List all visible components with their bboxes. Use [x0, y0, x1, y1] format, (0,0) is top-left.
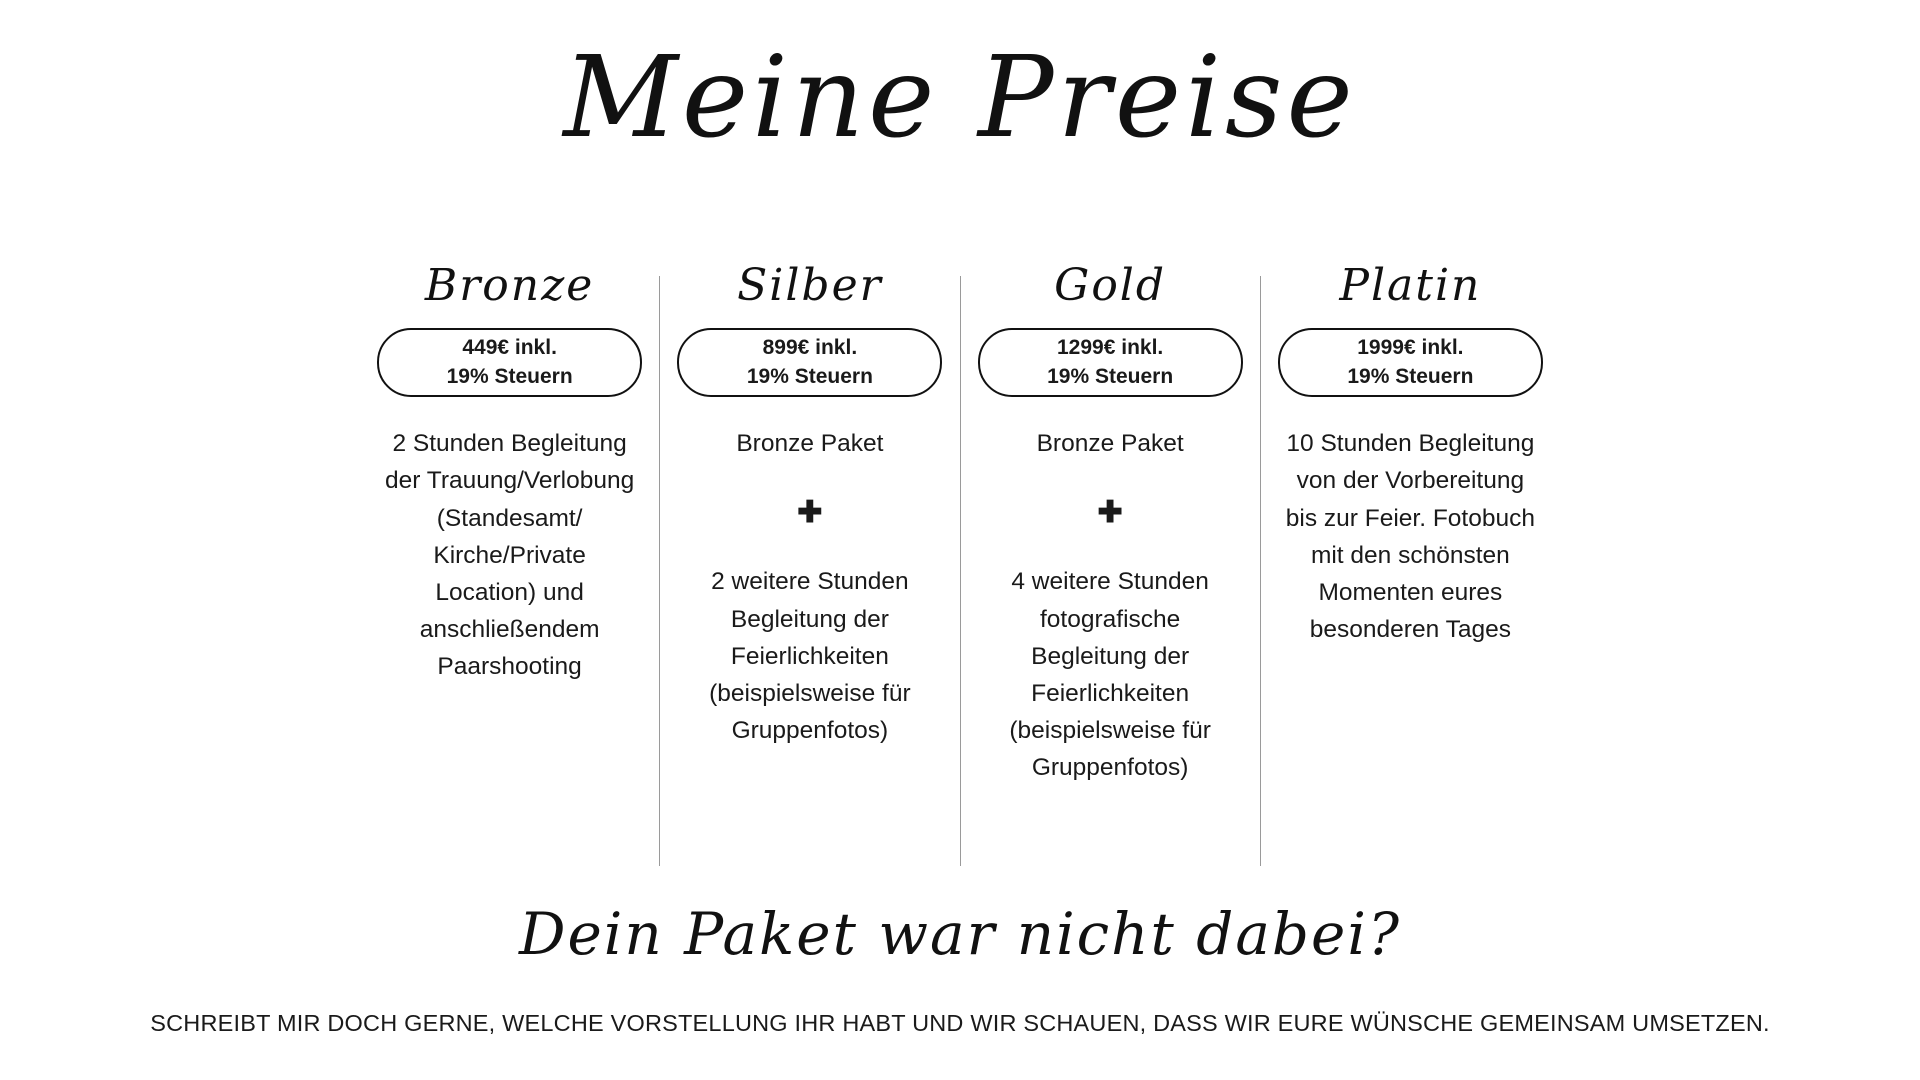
package-title: Bronze: [424, 260, 595, 311]
package-card-gold: [961, 262, 1260, 787]
price-amount: 1299€ inkl.: [1057, 336, 1164, 360]
plus-icon: ✚: [797, 496, 823, 530]
price-amount: 1999€ inkl.: [1357, 336, 1464, 360]
package-description: Bronze Paket: [736, 430, 884, 458]
package-title: Gold: [1054, 260, 1167, 311]
package-description-extra: 4 weitere Stunden fotografische Begleitung der Feierlichkeiten (beispielsweise für Gruppenfotos): [1009, 568, 1211, 782]
footer-question: Dein Paket war nicht dabei?: [518, 900, 1402, 968]
price-badge: [377, 328, 642, 397]
package-card-bronze: [360, 262, 659, 686]
package-description: 10 Stunden Begleitung von der Vorbereitung bis zur Feier. Fotobuch mit den schönsten Momenten eures besonderen Tages: [1285, 430, 1535, 644]
price-tax-note: 19% Steuern: [1047, 364, 1174, 388]
price-badge: [978, 328, 1243, 397]
plus-icon: ✚: [1097, 496, 1123, 530]
price-amount: 899€ inkl.: [762, 336, 858, 360]
package-title: Platin: [1339, 260, 1482, 311]
price-badge: [677, 328, 942, 397]
page-title: Meine Preise: [563, 33, 1357, 163]
package-card-silber: [660, 262, 959, 749]
price-tax-note: 19% Steuern: [446, 364, 573, 388]
price-tax-note: 19% Steuern: [1347, 364, 1474, 388]
price-badge: [1278, 328, 1543, 397]
package-card-platin: [1261, 262, 1560, 648]
footer-note: SCHREIBT MIR DOCH GERNE, WELCHE VORSTELLUNG IHR HABT UND WIR SCHAUEN, DASS WIR EURE WÜNSCHE GEMEINSAM UMSETZEN.: [150, 1010, 1770, 1036]
package-title: Silber: [737, 260, 883, 311]
package-description: Bronze Paket: [1036, 430, 1184, 458]
package-list: [360, 262, 1560, 866]
package-description: 2 Stunden Begleitung der Trauung/Verlobung (Standesamt/ Kirche/Private Location) und anschließendem Paarshooting: [384, 430, 635, 681]
price-amount: 449€ inkl.: [462, 336, 557, 360]
price-tax-note: 19% Steuern: [746, 364, 873, 388]
package-description-extra: 2 weitere Stunden Begleitung der Feierlichkeiten (beispielsweise für Gruppenfotos): [709, 568, 911, 745]
